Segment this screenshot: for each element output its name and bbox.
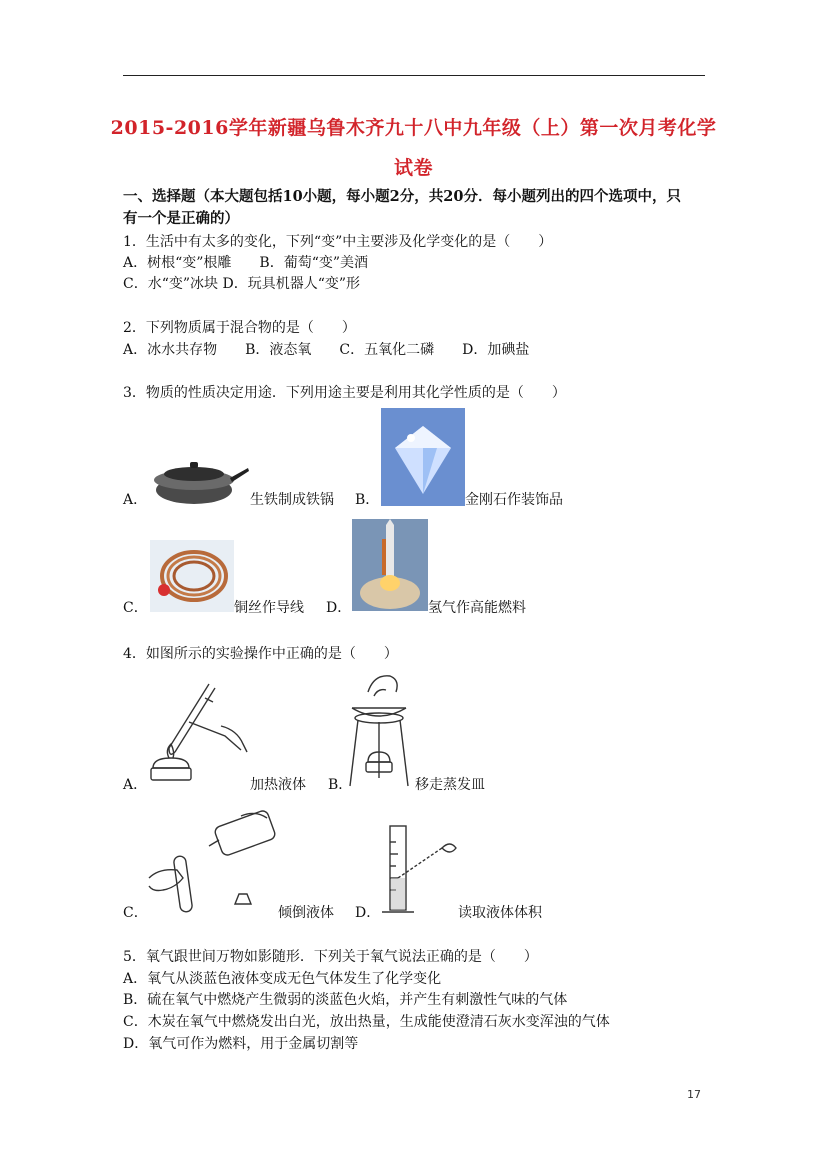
q3-option-a-text: 生铁制成铁锅 — [250, 492, 334, 508]
q3-option-c-label: C． — [123, 600, 148, 616]
q1-options-ab: A．树根“变”根雕 B．葡萄“变”美酒 — [123, 255, 369, 271]
q3-stem: 3．物质的性质决定用途．下列用途主要是利用其化学性质的是（ ） — [123, 385, 566, 401]
q1-stem: 1．生活中有太多的变化，下列“变”中主要涉及化学变化的是（ ） — [123, 234, 553, 250]
q5-option-c: C．木炭在氧气中燃烧发出白光，放出热量，生成能使澄清石灰水变浑浊的气体 — [123, 1014, 610, 1030]
copper-wire-image — [150, 540, 234, 612]
wok-image — [148, 450, 250, 510]
q4-option-a-text: 加热液体 — [250, 777, 306, 793]
page-number: 17 — [687, 1088, 701, 1101]
q5-option-a: A．氧气从淡蓝色液体变成无色气体发生了化学变化 — [123, 971, 442, 987]
q5-stem: 5．氧气跟世间万物如影随形．下列关于氧气说法正确的是（ ） — [123, 949, 538, 965]
q4-option-d-label: D． — [355, 905, 381, 921]
measuring-cylinder-figure — [370, 822, 460, 920]
header-rule — [123, 75, 705, 76]
q2-stem: 2．下列物质属于混合物的是（ ） — [123, 320, 356, 336]
evaporating-dish-figure — [344, 666, 414, 794]
q3-option-a-label: A． — [123, 492, 148, 508]
q1-options-cd: C．水“变”冰块 D．玩具机器人“变”形 — [123, 276, 361, 292]
heating-liquid-figure — [145, 680, 250, 788]
q3-option-d-label: D． — [326, 600, 352, 616]
rocket-launch-image — [352, 519, 428, 611]
q5-option-d: D．氧气可作为燃料，用于金属切割等 — [123, 1036, 359, 1052]
q5-option-b: B．硫在氧气中燃烧产生微弱的淡蓝色火焰，并产生有刺激性气味的气体 — [123, 992, 568, 1008]
pouring-liquid-figure — [145, 808, 285, 920]
q3-option-b-text: 金刚石作装饰品 — [465, 492, 563, 508]
q3-option-b-label: B． — [355, 492, 380, 508]
exam-title-line1: 2015-2016学年新疆乌鲁木齐九十八中九年级（上）第一次月考化学 — [110, 117, 717, 139]
diamond-image — [381, 408, 465, 506]
q4-option-c-text: 倾倒液体 — [278, 905, 334, 921]
q4-stem: 4．如图所示的实验操作中正确的是（ ） — [123, 646, 398, 662]
q3-option-c-text: 铜丝作导线 — [234, 600, 304, 616]
q4-option-c-label: C． — [123, 905, 148, 921]
q4-option-d-text: 读取液体体积 — [458, 905, 542, 921]
exam-title-line2: 试卷 — [393, 157, 433, 179]
section-heading-line1: 一、选择题（本大题包括10小题，每小题2分，共20分．每小题列出的四个选项中，只 — [123, 188, 681, 205]
q4-option-a-label: A． — [123, 777, 148, 793]
q4-option-b-text: 移走蒸发皿 — [415, 777, 485, 793]
q4-option-b-label: B． — [328, 777, 353, 793]
q3-option-d-text: 氢气作高能燃料 — [428, 600, 526, 616]
section-heading-line2: 有一个是正确的） — [123, 210, 239, 227]
q2-options: A．冰水共存物 B．液态氧 C．五氧化二磷 D．加碘盐 — [123, 342, 530, 358]
